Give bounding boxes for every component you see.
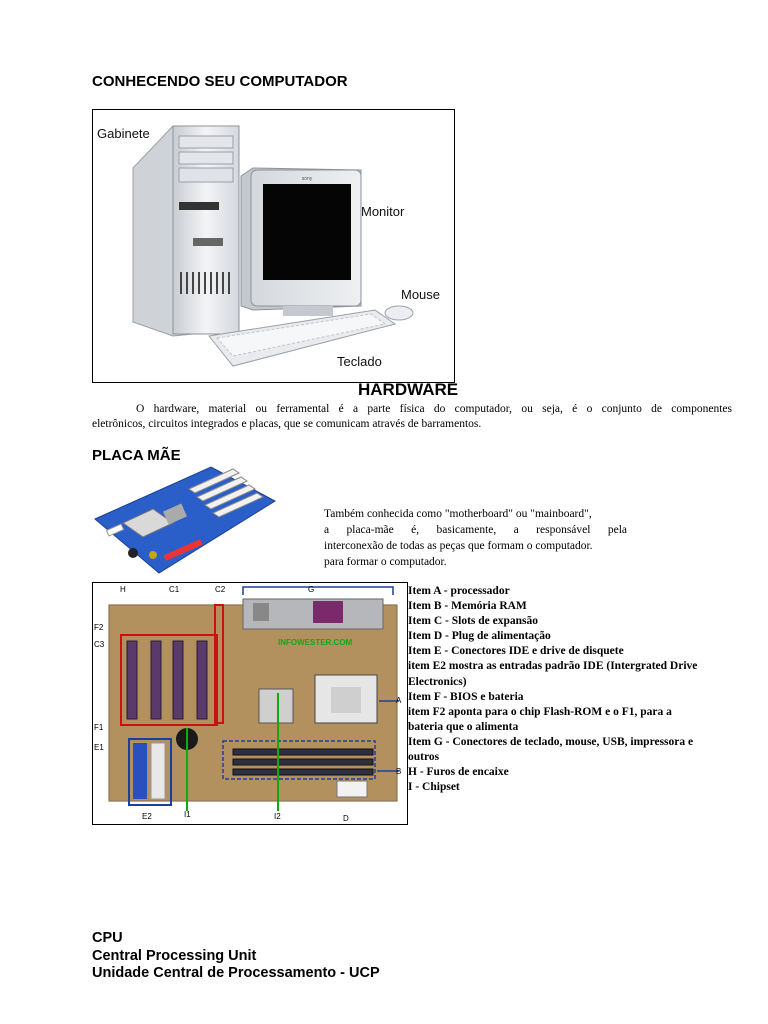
- cpu-block: [92, 930, 380, 983]
- marker-i1: I1: [184, 810, 191, 819]
- marker-i2: I2: [274, 812, 281, 821]
- label-case: Gabinete: [97, 126, 150, 141]
- item-line: Item B - Memória RAM: [408, 600, 527, 613]
- hardware-paragraph-line2: eletrônicos, circuitos integrados e placas, que se comunicam através de barramentos.: [92, 418, 482, 430]
- item-line: Item F - BIOS e bateria: [408, 690, 524, 703]
- item-line: Item A - processador: [408, 585, 510, 597]
- marker-g: G: [308, 585, 315, 594]
- item-line: Item E - Conectores IDE e drive de disquete: [408, 645, 624, 658]
- placa-mae-heading: PLACA MÃE: [92, 447, 181, 464]
- marker-c2: C2: [215, 585, 226, 594]
- item-line: Item D - Plug de alimentação: [408, 630, 551, 643]
- desc-line-1: Também conhecida como "motherboard" ou "mainboard",: [324, 508, 592, 520]
- marker-h: H: [120, 585, 126, 594]
- computer-illustration: [93, 110, 454, 382]
- mouse-device: [385, 306, 413, 320]
- marker-c3: C3: [94, 640, 105, 649]
- marker-e1: E1: [94, 743, 104, 752]
- marker-f1: F1: [94, 723, 104, 732]
- computer-figure: [92, 109, 455, 383]
- marker-b: B: [396, 767, 402, 776]
- item-line: Item C - Slots de expansão: [408, 615, 539, 628]
- marker-e2: E2: [142, 812, 152, 821]
- case-tower: [133, 126, 239, 336]
- desc-line-3: interconexão de todas as peças que formam o computador.: [324, 540, 593, 552]
- label-keyboard: Teclado: [337, 354, 382, 369]
- cpu-english: Central Processing Unit: [92, 947, 257, 964]
- item-line: item F2 aponta para o chip Flash-ROM e o F1, para a: [408, 705, 672, 718]
- label-monitor: Monitor: [361, 204, 405, 219]
- marker-a: A: [396, 696, 402, 705]
- item-line: Electronics): [408, 675, 467, 688]
- motherboard-diagram: [92, 582, 408, 825]
- monitor-brand: sony: [301, 176, 313, 182]
- marker-c1: C1: [169, 585, 180, 594]
- desc-line-2: a placa-mãe é, basicamente, a responsável pela: [324, 524, 627, 536]
- item-line: I - Chipset: [408, 781, 460, 794]
- motherboard-photo: [93, 463, 277, 583]
- hardware-paragraph-line1: O hardware, material ou ferramental é a parte física do computador, ou seja, é o conjunto de componentes: [136, 403, 732, 415]
- monitor-device: [241, 168, 361, 316]
- placa-mae-description: [324, 506, 627, 570]
- cpu-title: CPU: [92, 930, 123, 946]
- desc-line-4: para formar o computador.: [324, 556, 447, 568]
- cpu-portuguese: Unidade Central de Processamento - UCP: [92, 965, 380, 981]
- marker-f2: F2: [94, 623, 104, 632]
- items-list: [408, 584, 738, 795]
- item-line: H - Furos de encaixe: [408, 766, 509, 779]
- item-line: item E2 mostra as entradas padrão IDE (Intergrated Drive: [408, 660, 698, 673]
- item-line: Item G - Conectores de teclado, mouse, USB, impressora e: [408, 735, 694, 748]
- item-line: bateria que o alimenta: [408, 720, 519, 733]
- page-title: CONHECENDO SEU COMPUTADOR: [92, 73, 348, 90]
- label-mouse: Mouse: [401, 287, 441, 302]
- marker-d: D: [343, 814, 349, 823]
- hardware-heading: HARDWARE: [358, 380, 459, 399]
- item-line: outros: [408, 751, 440, 764]
- watermark-text: INFOWESTER.COM: [278, 638, 353, 647]
